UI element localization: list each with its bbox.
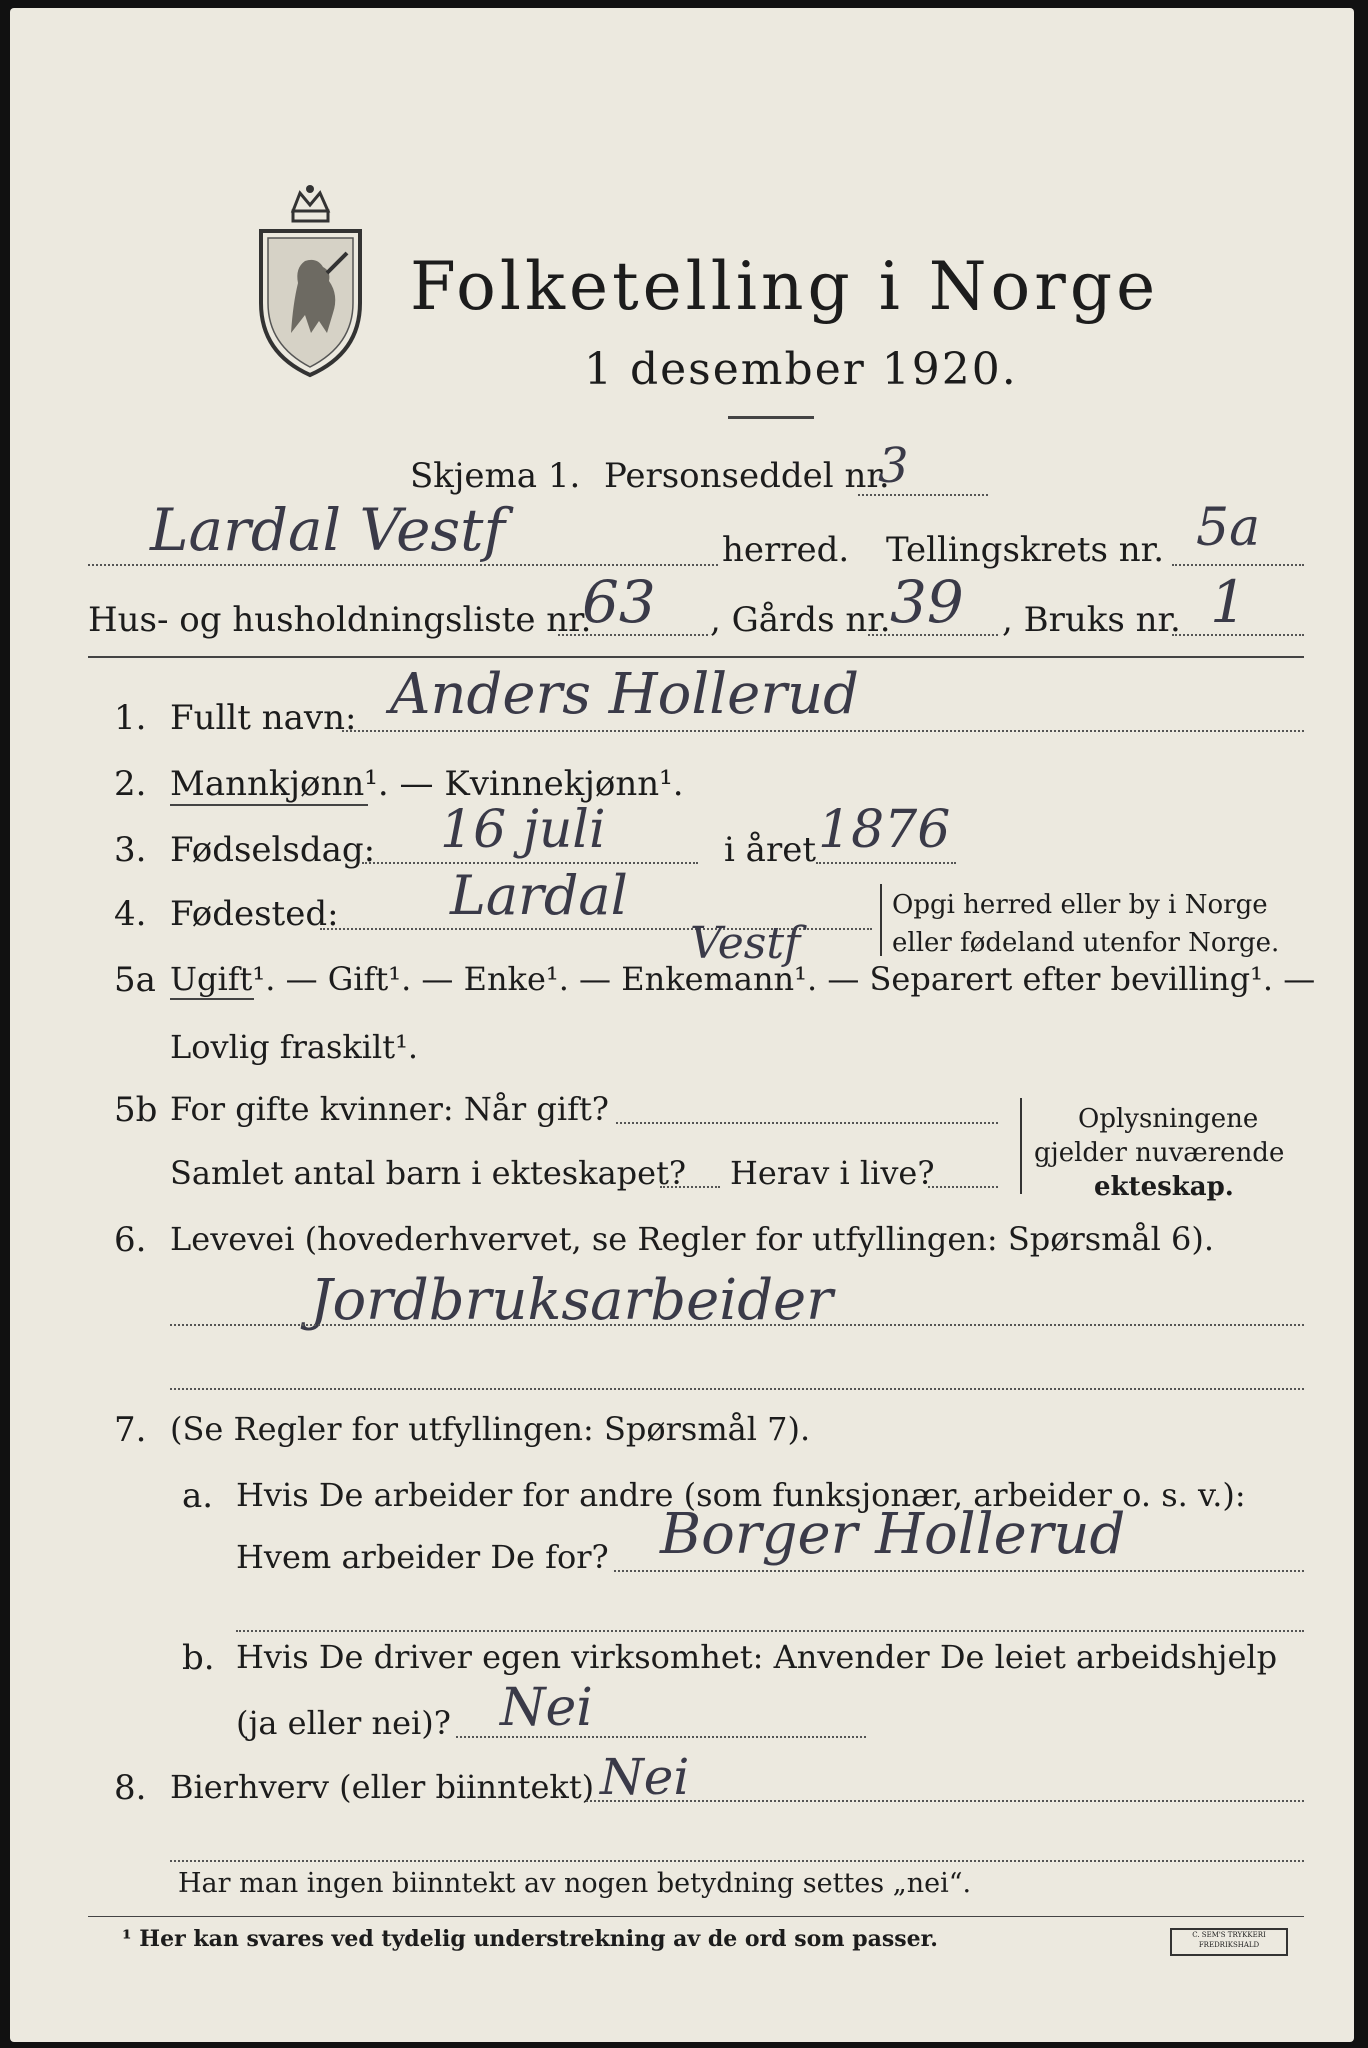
- q7a-letter: a.: [182, 1476, 214, 1516]
- personseddel-value: 3: [878, 438, 909, 494]
- q4-note-1: Opgi herred eller by i Norge: [892, 890, 1268, 920]
- q4-number: 4.: [114, 894, 147, 934]
- q5a-line-2: Lovlig fraskilt¹.: [170, 1028, 419, 1066]
- q5a-underline: [170, 998, 254, 1000]
- tellingskrets-label: Tellingskrets nr.: [886, 530, 1165, 570]
- skjema-label: Skjema 1.: [410, 456, 581, 496]
- q7a-value: Borger Hollerud: [660, 1502, 1126, 1567]
- q5b-children-line: [660, 1186, 720, 1188]
- page-subtitle: 1 desember 1920.: [584, 344, 1018, 395]
- bruks-value: 1: [1210, 568, 1247, 636]
- section-divider: [88, 656, 1304, 658]
- tellingskrets-line: [1172, 564, 1304, 566]
- page-title: Folketelling i Norge: [410, 248, 1160, 325]
- q7-label: (Se Regler for utfyllingen: Spørsmål 7).: [170, 1410, 811, 1448]
- q5b-alive-label: Herav i live?: [730, 1154, 935, 1192]
- footer-note: Har man ingen biinntekt av nogen betydning settes „nei“.: [178, 1868, 972, 1899]
- footer-divider: [88, 1916, 1304, 1917]
- q7b-value: Nei: [500, 1678, 593, 1738]
- q2-number: 2.: [114, 764, 147, 804]
- q6-label: Levevei (hovederhvervet, se Regler for utfyllingen: Spørsmål 6).: [170, 1220, 1215, 1258]
- q3-label: Fødselsdag:: [170, 830, 376, 870]
- q7a-line-1: Hvis De arbeider for andre (som funksjonær, arbeider o. s. v.):: [236, 1476, 1246, 1514]
- q5b-note-2: gjelder nuværende: [1034, 1138, 1285, 1168]
- q1-label: Fullt navn:: [170, 698, 357, 738]
- q1-value: Anders Hollerud: [390, 662, 859, 727]
- q5b-when-line: [616, 1122, 998, 1124]
- coat-of-arms-icon: [253, 183, 368, 378]
- q4-label: Fødested:: [170, 894, 339, 934]
- printer-stamp: [1170, 1928, 1288, 1956]
- q5b-note-1: Oplysningene: [1078, 1104, 1259, 1134]
- q5b-alive-line: [928, 1186, 998, 1188]
- q2-label: Mannkjønn¹. — Kvinnekjønn¹.: [170, 764, 684, 804]
- q8-value: Nei: [600, 1748, 690, 1806]
- hus-label: Hus- og husholdningsliste nr.: [88, 600, 592, 640]
- herred-value: Lardal Vestf: [150, 496, 505, 564]
- q4-value2: Vestf: [690, 918, 801, 969]
- q1-number: 1.: [114, 698, 147, 738]
- q7b-line-2: (ja eller nei)?: [236, 1704, 451, 1742]
- personseddel-label: Personseddel nr.: [604, 456, 890, 496]
- q7-number: 7.: [114, 1410, 147, 1450]
- bruks-label: , Bruks nr.: [1002, 600, 1181, 640]
- q4-note-2: eller fødeland utenfor Norge.: [892, 928, 1280, 958]
- q8-line: [586, 1800, 1304, 1802]
- q7b-line-1: Hvis De driver egen virksomhet: Anvender De leiet arbeidshjelp: [236, 1638, 1278, 1676]
- q5b-note-3: ekteskap.: [1094, 1172, 1234, 1202]
- q4-note-brace: [880, 884, 886, 956]
- q4-value: Lardal: [450, 864, 628, 927]
- census-form: [10, 8, 1354, 2042]
- q7a-line: [614, 1570, 1304, 1572]
- q5a-number: 5a: [114, 960, 156, 1000]
- herred-line: [88, 564, 718, 566]
- q3-year-line: [816, 862, 956, 864]
- q6-line-2: [170, 1388, 1304, 1390]
- q6-value: Jordbruksarbeider: [310, 1268, 833, 1333]
- printer-stamp-text: C. SEM'S TRYKKERI FREDRIKSHALD: [1192, 1931, 1266, 1949]
- q5b-children-label: Samlet antal barn i ekteskapet?: [170, 1154, 687, 1192]
- q5b-note-brace: [1020, 1098, 1026, 1194]
- q1-line: [342, 730, 1304, 732]
- gards-label: , Gårds nr.: [710, 600, 891, 640]
- tellingskrets-value: 5a: [1196, 498, 1261, 558]
- divider: [728, 416, 814, 419]
- q6-number: 6.: [114, 1220, 147, 1260]
- q3-year-value: 1876: [818, 800, 951, 860]
- personseddel-line: [858, 494, 988, 496]
- q3-year-label: i året: [724, 830, 816, 870]
- q7a-line-2: Hvem arbeider De for?: [236, 1538, 609, 1576]
- q5a-line-1: Ugift¹. — Gift¹. — Enke¹. — Enkemann¹. — Separert efter bevilling¹. —: [170, 960, 1316, 998]
- q8-line-extra: [170, 1860, 1304, 1862]
- gards-value: 39: [890, 568, 964, 636]
- q5b-number: 5b: [114, 1090, 158, 1130]
- footnote: ¹ Her kan svares ved tydelig understrekning av de ord som passer.: [122, 1926, 938, 1952]
- q3-value: 16 juli: [440, 800, 606, 860]
- q5b-line-1: For gifte kvinner: Når gift?: [170, 1090, 609, 1128]
- q8-label: Bierhverv (eller biinntekt): [170, 1768, 595, 1806]
- q3-number: 3.: [114, 830, 147, 870]
- herred-label: herred.: [722, 530, 850, 570]
- q6-line-1: [170, 1324, 1304, 1326]
- q8-number: 8.: [114, 1768, 147, 1808]
- q2-underline: [170, 804, 368, 806]
- q7a-line-extra: [236, 1630, 1304, 1632]
- hus-value: 63: [582, 568, 656, 636]
- q7b-letter: b.: [182, 1638, 215, 1678]
